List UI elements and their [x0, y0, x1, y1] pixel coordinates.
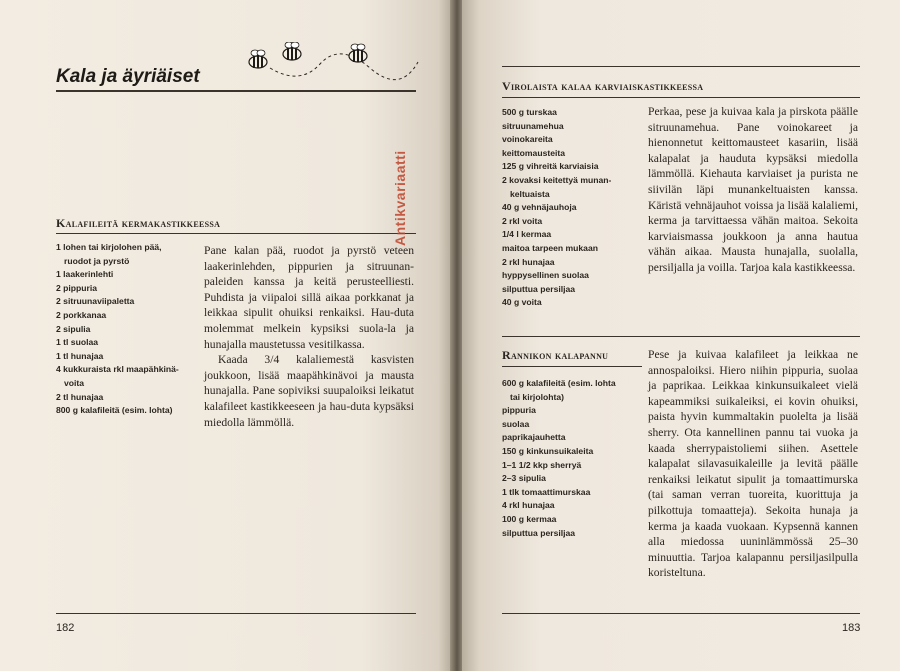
ingredient-text: 1 laakerinlehti: [56, 269, 114, 280]
ingredient-item: [502, 120, 646, 134]
ingredient-text: silputtua persiljaa: [502, 527, 576, 538]
ingredient-item: [502, 242, 646, 256]
ingredient-text: 600 g kalafileitä (esim. lohta: [502, 378, 616, 388]
ingredient-text: 2 kovaksi keitettyä munan-: [502, 174, 612, 185]
page-number: 183: [842, 622, 861, 634]
recipe-title: Rannikon kalapannu: [502, 348, 609, 362]
ingredient-item: [502, 527, 646, 541]
ingredient-item: [56, 241, 198, 268]
top-rule: [502, 66, 860, 67]
seller-stamp: Antikvariaatti: [392, 150, 408, 246]
ingredient-item: [502, 459, 646, 473]
ingredient-text: 2 rkl hunajaa: [502, 256, 555, 267]
recipe-title: Virolaista kalaa karviaiskastikkeessa: [502, 79, 704, 93]
ingredient-text: 40 g voita: [502, 297, 542, 308]
ingredient-text: 2 tl hunajaa: [56, 391, 104, 402]
ingredient-item: [502, 228, 646, 242]
chapter-rule: [56, 90, 416, 92]
ingredient-item: [502, 377, 646, 404]
section-rule: [502, 336, 860, 337]
ingredient-text: 150 g kinkunsuikaleita: [502, 445, 594, 456]
ingredient-item: [502, 133, 646, 147]
ingredient-text: 800 g kalafileitä (esim. lohta): [56, 405, 173, 416]
method-paragraph: Kaada 3/4 kalaliemestä kasvisten joukkoon, lisää maapähkinävoi ja mausta hunajalla. Pane sopiviksi suupaloiksi leikatut kalafileet kastikkeeseen ja hau-duta kypsäksi miedolla lämmöllä.: [204, 353, 414, 429]
ingredient-item: [502, 296, 646, 310]
ingredient-item: [56, 404, 198, 418]
ingredient-item: [502, 174, 646, 201]
ingredient-text: 1/4 l kermaa: [502, 229, 552, 240]
ingredient-text: 2 porkkanaa: [56, 309, 107, 320]
ingredient-text: 1–1 1/2 kkp sherryä: [502, 459, 582, 470]
ingredient-item: [56, 336, 198, 350]
recipe-title: Kalafileitä kermakastikkeessa: [56, 216, 221, 230]
ingredient-text: 40 g vehnäjauhoja: [502, 202, 577, 213]
ingredient-item: [56, 309, 198, 323]
ingredient-text: suolaa: [502, 418, 530, 429]
ingredient-item: [502, 269, 646, 283]
ingredient-text-continued: voita: [64, 377, 85, 388]
ingredient-text-continued: ruodot ja pyrstö: [64, 255, 130, 266]
page-number: 182: [56, 622, 75, 634]
ingredient-item: [56, 391, 198, 405]
recipe-rule: [502, 97, 860, 98]
ingredient-item: [502, 404, 646, 418]
ingredient-text: hyppysellinen suolaa: [502, 270, 589, 281]
ingredient-text: maitoa tarpeen mukaan: [502, 242, 598, 253]
ingredient-item: [502, 106, 646, 120]
ingredient-text: 2 pippuria: [56, 282, 98, 293]
recipe-method: [204, 243, 414, 430]
ingredient-text: 500 g turskaa: [502, 107, 557, 117]
ingredient-text: 1 tlk tomaattimurskaa: [502, 486, 591, 497]
ingredient-text: 1 tl hunajaa: [56, 350, 104, 361]
bee-icon: [349, 44, 367, 62]
recipe-method: [648, 104, 858, 276]
ingredient-item: [56, 282, 198, 296]
ingredient-item: [56, 268, 198, 282]
method-paragraph: Pane kalan pää, ruodot ja pyrstö veteen laakerinlehden, pippurien ja sitruunan-paleiden kanssa ja keitä perusteelliesti. Puhdista ja viipaloi sillä aikaa porkkanat ja leikkaa sipulit ohuiksi renkaiksi. Hau-duta molemmat melkein kypsiksi suola-la ja hunajalla maustetussa vesitilkassa.: [204, 244, 414, 351]
ingredient-text-continued: tai kirjolohta): [510, 391, 564, 402]
ingredient-item: [502, 256, 646, 270]
ingredient-text: silputtua persiljaa: [502, 283, 576, 294]
ingredient-item: [56, 350, 198, 364]
ingredient-text: pippuria: [502, 405, 536, 416]
bee-icon: [249, 50, 267, 68]
ingredient-text: paprikajauhetta: [502, 432, 566, 443]
ingredient-item: [56, 295, 198, 309]
ingredient-text: 1 tl suolaa: [56, 337, 99, 348]
ingredients-list: [56, 241, 198, 418]
ingredient-item: [502, 513, 646, 527]
ingredient-text-continued: keltuaista: [510, 188, 550, 199]
ingredient-text: 100 g kermaa: [502, 513, 557, 524]
footer-rule: [56, 613, 416, 614]
ingredient-text: 2 sipulia: [56, 323, 91, 334]
ingredient-item: [502, 499, 646, 513]
ingredient-item: [502, 445, 646, 459]
ingredient-text: keittomausteita: [502, 147, 566, 158]
ingredient-text: 2 sitruunaviipaletta: [56, 296, 135, 307]
recipe-rule: [502, 366, 642, 367]
ingredient-item: [502, 486, 646, 500]
ingredient-text: 4 kukkuraista rkl maapähkinä-: [56, 364, 179, 375]
ingredient-item: [56, 323, 198, 337]
ingredient-text: sitruunamehua: [502, 120, 564, 131]
chapter-title: Kala ja äyriäiset: [56, 66, 200, 87]
ingredient-item: [502, 472, 646, 486]
ingredient-item: [502, 147, 646, 161]
recipe-rule: [56, 233, 416, 234]
bees-decoration-icon: [240, 42, 420, 82]
ingredient-text: 2 rkl voita: [502, 215, 543, 226]
footer-rule: [502, 613, 860, 614]
method-paragraph: Perkaa, pese ja kuivaa kala ja pirskota päälle sitruunamehua. Pane voinokareet ja hienonnetut keittomausteet kasariin, lisää kalapalat ja hauduta kypsäksi miedolla lämmöllä. Kiehauta karviaiset ja purista ne siivilän läpi munankeltuaisten kanssa. Käristä vehnäjauhot voissa ja lisää kalaliemi, kerma ja tarvittaessa vähän maitoa. Sekoita karviaismassa joukkoon ja anna hautua vähän aikaa. Mausta hunajalla, suolalla, persiljalla ja voilla. Tarjoa kala kastikkeessa.: [648, 105, 858, 274]
ingredient-item: [502, 431, 646, 445]
method-paragraph: Pese ja kuivaa kalafileet ja leikkaa ne annospaloiksi. Hiero niihin pippuria, suolaa ja paprikaa. Leikkaa kinkunsuikaleet vielä kapeammiksi suikaleiksi, ei kovin ohuiksi, paista hyvin kummaltakin puolelta ja lisää sherry. Ota kannellinen pannu tai vuoka ja kaada sherrypaistoliemi siihen. Asettele kalapalat silavasuikaleille ja levitä päälle renkaiksi leikatut sipulit ja tomaattimurska (tai saman verran tuoreita, kuorittuja ja pilkottuja tomaatteja). Sekoita hunaja ja kerma ja kaada vuokaan. Kypsennä kannen alla miedossa uuninlämmössä 25–30 minuuttia. Tarjoa kalapannu persiljasilpulla koristeltuna.: [648, 348, 858, 580]
ingredient-text: 125 g vihreitä karviaisia: [502, 161, 599, 172]
right-page: [462, 0, 900, 671]
recipe-method: [648, 347, 858, 581]
ingredient-text: 4 rkl hunajaa: [502, 500, 555, 511]
bee-icon: [283, 42, 301, 60]
ingredient-text: 2–3 sipulia: [502, 473, 546, 484]
ingredient-item: [56, 363, 198, 390]
ingredient-item: [502, 160, 646, 174]
ingredient-item: [502, 418, 646, 432]
ingredient-item: [502, 201, 646, 215]
ingredient-item: [502, 215, 646, 229]
ingredients-list: [502, 377, 646, 540]
ingredients-list: [502, 106, 646, 310]
ingredient-text: 1 lohen tai kirjolohen pää,: [56, 242, 162, 252]
ingredient-text: voinokareita: [502, 134, 553, 145]
ingredient-item: [502, 283, 646, 297]
